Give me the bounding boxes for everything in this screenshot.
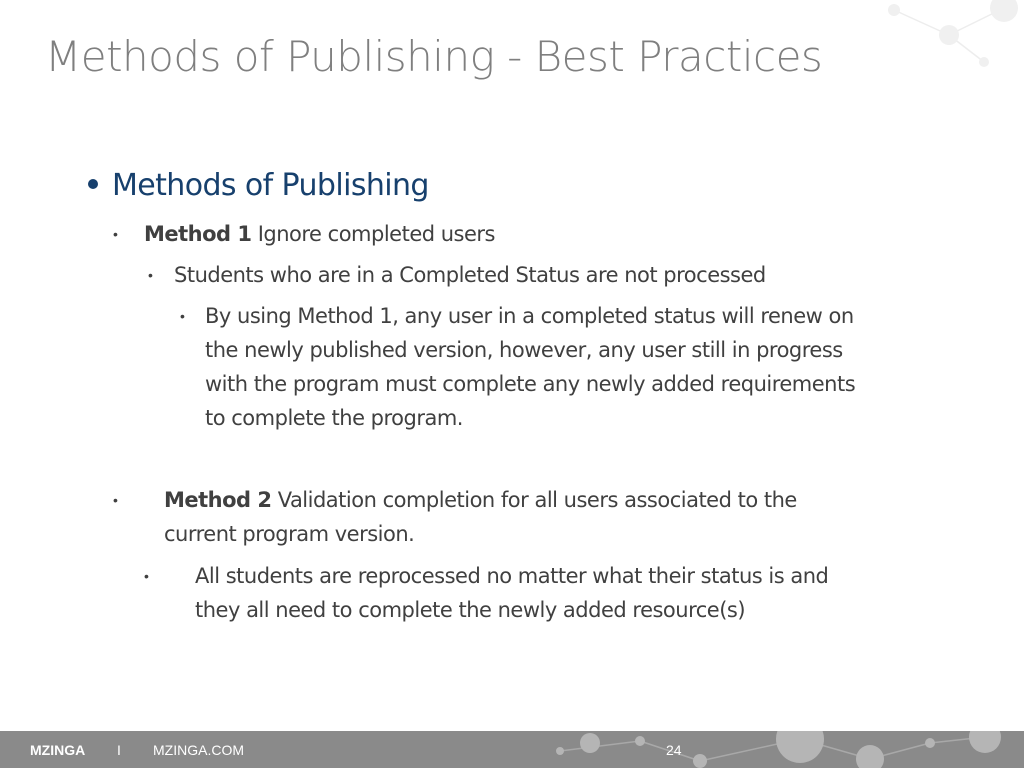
method2-line: current program version. xyxy=(164,522,415,546)
method2-sub xyxy=(195,559,828,627)
footer-brand: MZINGA xyxy=(30,742,86,758)
bullet-icon: • xyxy=(113,226,118,242)
method1-label: Method 1 xyxy=(144,222,252,246)
bullet-icon: • xyxy=(113,492,118,508)
method1-sub: Students who are in a Completed Status are not processed xyxy=(174,263,766,287)
detail-line: to complete the program. xyxy=(205,406,463,430)
method1-detail xyxy=(205,299,855,435)
footer-separator: I xyxy=(117,742,121,758)
sub-line: they all need to complete the newly added resource(s) xyxy=(195,598,746,622)
footer-bar xyxy=(0,731,1024,768)
detail-line: the newly published version, however, any user still in progress xyxy=(205,338,843,362)
method2-label: Method 2 xyxy=(164,488,272,512)
bullet-icon: • xyxy=(148,267,153,283)
page-number: 24 xyxy=(666,742,682,758)
method2-item xyxy=(164,483,797,551)
bullet-icon: • xyxy=(180,308,185,324)
bullet-icon: • xyxy=(144,568,149,584)
heading-bullet xyxy=(88,168,429,204)
footer-site-link[interactable]: MZINGA.COM xyxy=(153,742,244,758)
decorative-network-graphic xyxy=(854,0,1024,70)
heading-text: Methods of Publishing xyxy=(112,168,429,203)
sub-line: All students are reprocessed no matter what their status is and xyxy=(195,564,829,588)
slide-title: Methods of Publishing - Best Practices xyxy=(45,32,823,81)
detail-line: with the program must complete any newly added requirements xyxy=(205,372,856,396)
detail-line: By using Method 1, any user in a completed status will renew on xyxy=(205,304,854,328)
method2-line: Validation completion for all users associated to the xyxy=(277,488,797,512)
bullet-icon xyxy=(88,179,98,189)
method1-text: Ignore completed users xyxy=(257,222,495,246)
method1-item xyxy=(144,217,495,251)
